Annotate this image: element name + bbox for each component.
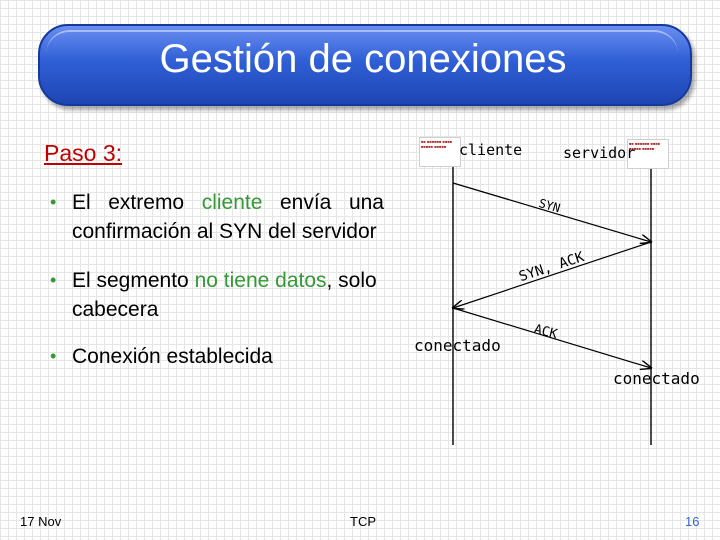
footer-date: 17 Nov xyxy=(20,514,62,529)
client-state-label: conectado xyxy=(414,336,501,355)
bullet-dot-icon: • xyxy=(50,270,57,290)
server-state-label: conectado xyxy=(613,369,700,388)
client-label: cliente xyxy=(459,141,523,159)
slide-title: Gestión de conexiones xyxy=(159,37,567,81)
synack-message-label: SYN, ACK xyxy=(517,249,587,286)
footer-title: TCP xyxy=(350,514,376,529)
step-label: Paso 3: xyxy=(44,140,122,166)
bullet-dot-icon: • xyxy=(50,346,57,366)
bullet-text: , solo cabecera xyxy=(72,269,377,321)
server-computer-icon: ■■ ■■■■■■ ■■■■ ■■■■■ ■■■■■ xyxy=(627,139,669,169)
page-number: 16 xyxy=(685,514,700,529)
server-label: servidor xyxy=(563,144,636,162)
highlight-text: no tiene datos xyxy=(194,269,327,292)
bullet-text: El segmento xyxy=(72,269,195,292)
syn-message-label: SYN xyxy=(537,196,562,216)
bullet-text: El extremo xyxy=(72,191,202,214)
highlight-text: cliente xyxy=(201,191,263,214)
bullet-text: Conexión establecida xyxy=(72,345,273,368)
bullet-text: envía una confirmación al SYN del servidor xyxy=(72,191,384,243)
bullet-dot-icon: • xyxy=(50,192,57,212)
ack-message-label: ACK xyxy=(532,322,559,343)
client-computer-icon: ■■ ■■■■■■ ■■■■ ■■■■■ ■■■■■ xyxy=(419,137,461,167)
